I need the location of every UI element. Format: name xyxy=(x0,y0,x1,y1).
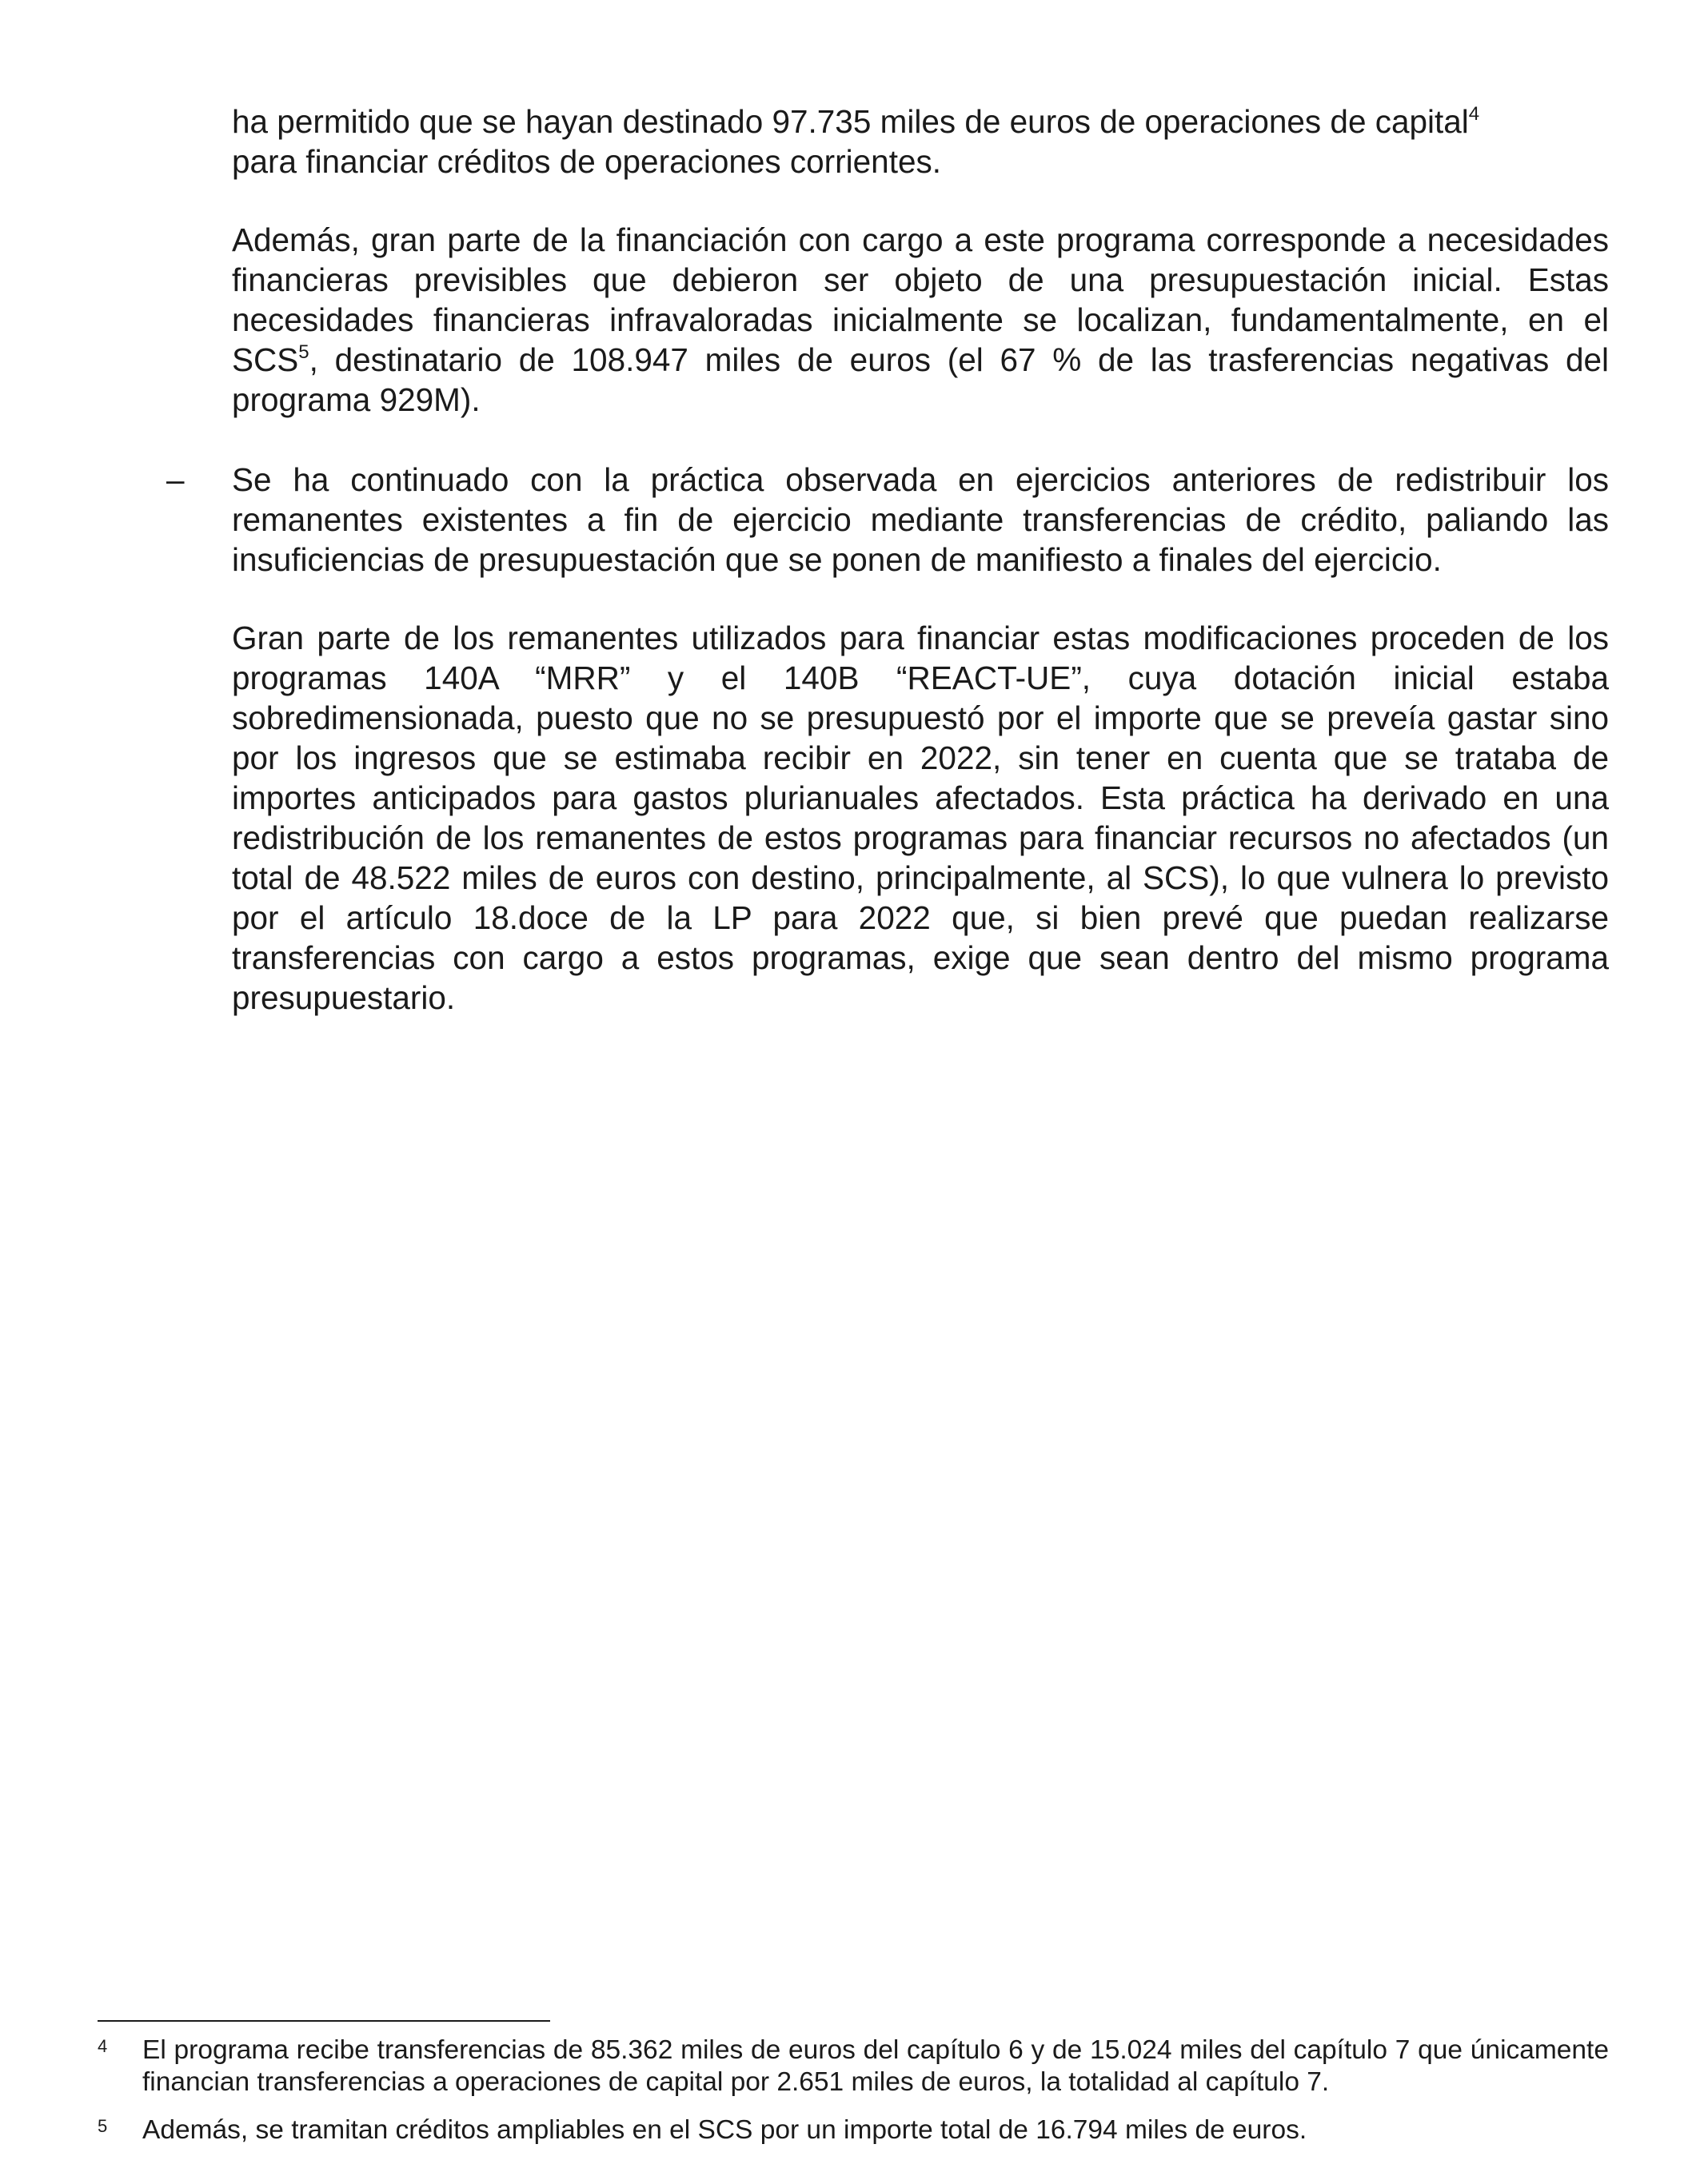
footnote-separator xyxy=(98,2020,550,2022)
footnote-number: 4 xyxy=(98,2036,108,2056)
footnote-text: El programa recibe transferencias de 85.362 miles de euros del capítulo 6 y de 15.024 miles del capítulo 7 que únicamente financian transferencias a operaciones de capital por 2.651 miles de euros, la totalidad al capítulo 7. xyxy=(142,2035,1609,2097)
bullet-item: Se ha continuado con la práctica observada en ejercicios anteriores de redistribuir los remanentes existentes a fin de ejercicio mediante transferencias de crédito, paliando las insuficiencias de presupuestación que se ponen de manifiesto a finales del ejercicio. xyxy=(232,461,1609,578)
footnote-text: Además, se tramitan créditos ampliables en el SCS por un importe total de 16.794 miles de euros. xyxy=(142,2115,1307,2145)
footnote-number: 5 xyxy=(98,2116,108,2136)
paragraph-financing xyxy=(232,220,1609,420)
paragraph-remanentes: Gran parte de los remanentes utilizados para financiar estas modificaciones proceden de los programas 140A “MRR” y el 140B “REACT-UE”, cuya dotación inicial estaba sobredimensionada, puesto que no se presupuestó por el importe que se preveía gastar sino por los ingresos que se estimaba recibir en 2022, sin tener en cuenta que se trataba de importes anticipados para gastos plurianuales afectados. Esta práctica ha derivado en una redistribución de los remanentes de estos programas para financiar recursos no afectados (un total de 48.522 miles de euros con destino, principalmente, al SCS), lo que vulnera lo previsto por el artículo 18.doce de la LP para 2022 que, si bien prevé que puedan realizarse transferencias con cargo a estos programas, exige que sean dentro del mismo programa presupuestario. xyxy=(232,620,1609,1016)
paragraph-line xyxy=(232,103,1479,140)
paragraph-text: ha permitido que se hayan destinado 97.735 miles de euros de operaciones de capital xyxy=(232,103,1469,140)
footnote-ref-5[interactable]: 5 xyxy=(298,341,309,363)
footnote-4 xyxy=(98,2035,1609,2098)
paragraph-text: para financiar créditos de operaciones corrientes. xyxy=(232,143,941,180)
paragraph-text: Además, gran parte de la financiación con cargo a este programa corresponde a necesidades financieras previsibles que debieron ser objeto de una presupuestación inicial. Estas necesidades financieras infravaloradas inicialmente se localizan, fundamentalmente, en el SCS xyxy=(232,221,1609,378)
footnote-ref-4[interactable]: 4 xyxy=(1468,102,1480,125)
footnote-5 xyxy=(98,2114,1609,2146)
paragraph-continuation xyxy=(232,102,1609,181)
bullet-dash: – xyxy=(166,461,185,498)
paragraph-text: , destinatario de 108.947 miles de euros (el 67 % de las trasferencias negativas del programa 929M). xyxy=(232,341,1609,418)
